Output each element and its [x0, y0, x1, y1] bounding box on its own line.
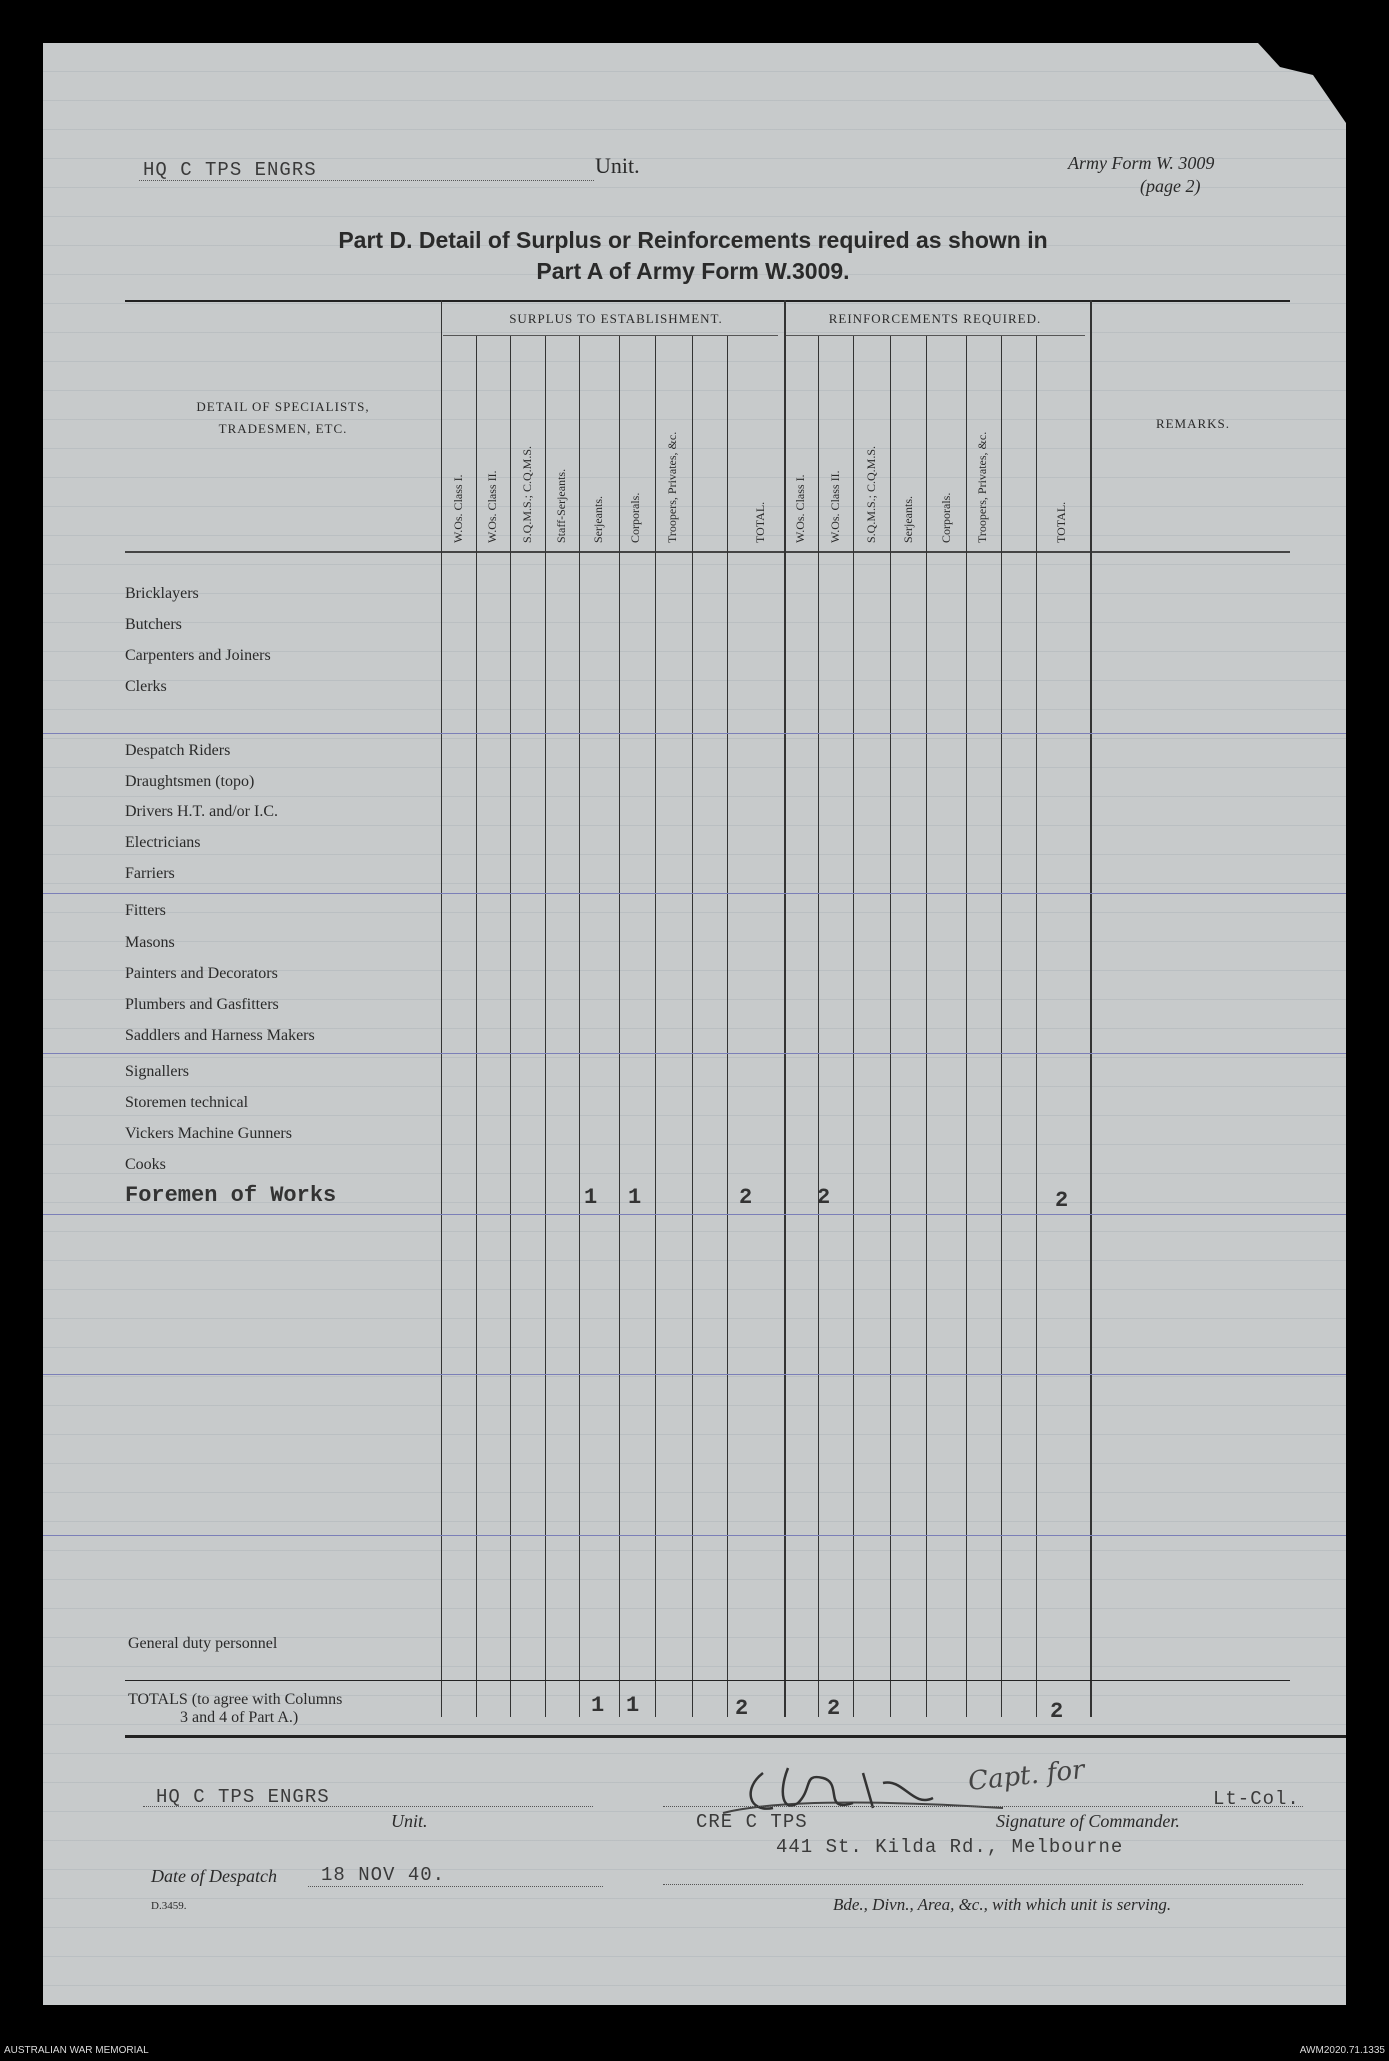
header-bottom-rule: [125, 551, 1290, 553]
date-label: Date of Despatch: [151, 1866, 277, 1886]
totals-surplus-total: 2: [735, 1696, 749, 1721]
table-top-border: [125, 300, 1290, 302]
row-label: Electricians: [125, 834, 201, 851]
archive-right: AWM2020.71.1335: [1299, 2045, 1385, 2056]
cre-line: CRE C TPS: [696, 1811, 808, 1833]
col-line: [966, 336, 967, 1717]
totals-corporals: 1: [626, 1693, 640, 1718]
col-line: [926, 336, 927, 1717]
detail-header-line-1: DETAIL OF SPECIALISTS,: [196, 399, 370, 414]
form-page: (page 2): [1140, 176, 1201, 196]
row-label: Carpenters and Joiners: [125, 647, 271, 664]
typed-reinf-total: 2: [1055, 1188, 1069, 1213]
form-name: Army Form W. 3009: [1068, 153, 1215, 173]
row-label: Drivers H.T. and/or I.C.: [125, 803, 278, 820]
unit-label: Unit.: [595, 153, 640, 178]
col-header: Troopers, Privates, &c.: [975, 431, 989, 543]
col-line: [510, 336, 511, 1717]
row-label: Storemen technical: [125, 1094, 249, 1111]
row-label: Butchers: [125, 616, 182, 633]
totals-label-line-2: 3 and 4 of Part A.): [180, 1709, 299, 1726]
totals-label-line-1: TOTALS (to agree with Columns: [128, 1691, 343, 1708]
address-line: 441 St. Kilda Rd., Melbourne: [776, 1836, 1124, 1858]
row-label: Saddlers and Harness Makers: [125, 1027, 315, 1044]
col-line: [1001, 336, 1002, 1717]
col-line: [818, 336, 819, 1717]
col-header: W.Os. Class I.: [793, 474, 807, 543]
row-label: Fitters: [125, 902, 166, 919]
col-header: Troopers, Privates, &c.: [665, 431, 679, 543]
signature-note: Capt. for: [966, 1754, 1086, 1798]
col-line: [441, 300, 442, 1717]
col-line: [727, 336, 728, 1717]
footer-unit-value: HQ C TPS ENGRS: [156, 1786, 330, 1808]
col-header: Staff-Serjeants.: [554, 468, 568, 543]
row-label: Clerks: [125, 678, 167, 695]
group-line: [43, 1535, 1346, 1536]
typed-corporals: 1: [628, 1185, 642, 1210]
footer-unit-dotted-line: [143, 1805, 593, 1807]
group-line: [43, 893, 1346, 894]
totals-serjeants: 1: [591, 1693, 605, 1718]
reinforcements-header: REINFORCEMENTS REQUIRED.: [828, 311, 1042, 326]
col-header: TOTAL.: [753, 501, 767, 543]
group-line: [43, 1053, 1346, 1054]
group-line: [43, 1374, 1346, 1375]
typed-reinf-wo1: 2: [817, 1185, 831, 1210]
row-label: Despatch Riders: [125, 742, 231, 759]
date-dotted-line: [308, 1885, 603, 1887]
signature-dotted-line: [663, 1805, 1303, 1807]
torn-corner: [1236, 43, 1346, 123]
col-header: W.Os. Class I.: [451, 474, 465, 543]
table-bottom-border: [125, 1735, 1346, 1738]
col-line: [692, 336, 693, 1717]
col-line-remarks: [1090, 300, 1092, 1717]
signature-label: Signature of Commander.: [996, 1811, 1180, 1831]
typed-serjeants: 1: [584, 1185, 598, 1210]
footer-unit-label: Unit.: [391, 1811, 428, 1831]
col-header: S.Q.M.S.; C.Q.M.S.: [864, 445, 878, 543]
col-line: [890, 336, 891, 1717]
rank: Lt-Col.: [1213, 1788, 1300, 1810]
detail-header-line-2: TRADESMEN, ETC.: [218, 421, 348, 436]
row-label: Plumbers and Gasfitters: [125, 996, 279, 1013]
col-header: Serjeants.: [591, 496, 605, 543]
form-sheet: [43, 43, 1346, 2005]
row-label: Masons: [125, 934, 175, 951]
group-line: [43, 1214, 1346, 1215]
form-title: [143, 225, 1243, 287]
row-label: Signallers: [125, 1063, 189, 1080]
serving-label: Bde., Divn., Area, &c., with which unit is serving.: [833, 1895, 1172, 1914]
date-value: 18 NOV 40.: [321, 1864, 446, 1886]
col-line-divider: [784, 300, 786, 1717]
col-header: S.Q.M.S.; C.Q.M.S.: [520, 445, 534, 543]
col-line: [579, 336, 580, 1717]
title-line-1: Part D. Detail of Surplus or Reinforcements required as shown in: [338, 227, 1048, 253]
totals-top-rule: [125, 1680, 1290, 1681]
form-code: D.3459.: [151, 1900, 187, 1912]
remarks-header: REMARKS.: [1155, 416, 1231, 431]
reinforcements-header-rule: [785, 335, 1085, 336]
row-label: Farriers: [125, 865, 175, 882]
col-line: [655, 336, 656, 1717]
col-header: W.Os. Class II.: [485, 470, 499, 543]
col-header: Corporals.: [628, 492, 642, 543]
group-line: [43, 733, 1346, 734]
col-line: [476, 336, 477, 1717]
col-line: [619, 336, 620, 1717]
col-header: W.Os. Class II.: [828, 470, 842, 543]
unit-dotted-line: [139, 179, 594, 181]
surplus-header: SURPLUS TO ESTABLISHMENT.: [509, 311, 723, 326]
serving-dotted-line: [663, 1883, 1303, 1885]
totals-reinf-wo1: 2: [827, 1696, 841, 1721]
archive-left: AUSTRALIAN WAR MEMORIAL: [4, 2045, 149, 2056]
row-label: Painters and Decorators: [125, 965, 278, 982]
title-line-2: Part A of Army Form W.3009.: [536, 258, 850, 284]
row-label: Bricklayers: [125, 585, 199, 602]
typed-surplus-total: 2: [739, 1185, 753, 1210]
row-label: Vickers Machine Gunners: [125, 1125, 292, 1142]
col-line: [1036, 336, 1037, 1717]
typed-row-label: Foremen of Works: [125, 1183, 337, 1208]
row-label: Draughtsmen (topo): [125, 773, 255, 790]
col-line: [545, 336, 546, 1717]
totals-reinf-total: 2: [1050, 1699, 1064, 1724]
col-line: [853, 336, 854, 1717]
detail-header: [133, 396, 433, 440]
col-header: Corporals.: [939, 492, 953, 543]
col-header: Serjeants.: [901, 496, 915, 543]
totals-label: [128, 1691, 342, 1727]
row-label-general-duty: General duty personnel: [128, 1635, 278, 1652]
col-header: TOTAL.: [1054, 501, 1068, 543]
row-label: Cooks: [125, 1156, 166, 1173]
unit-value: HQ C TPS ENGRS: [143, 159, 317, 181]
